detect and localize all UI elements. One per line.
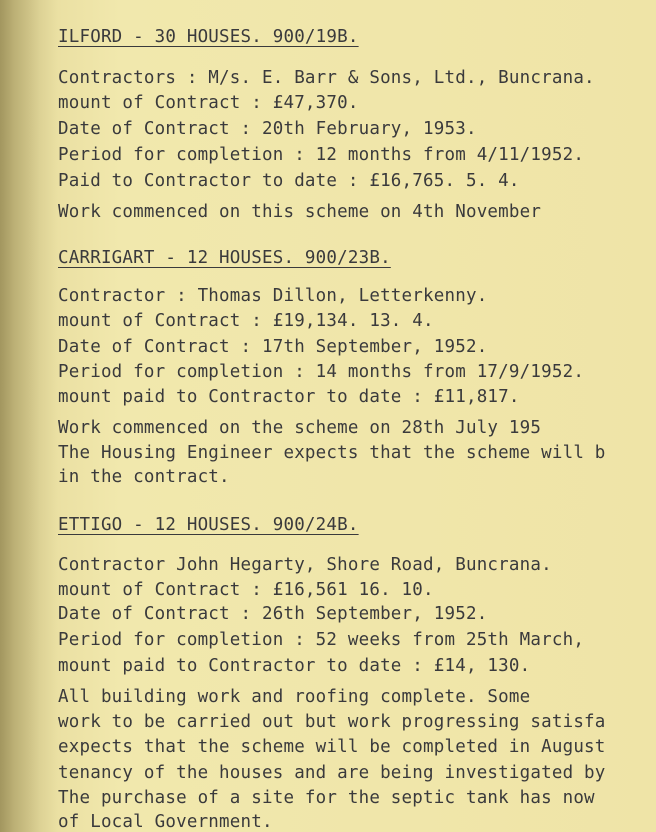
paragraph-line: expects that the scheme will be completed in August [58, 737, 606, 757]
paragraph-line: work to be carried out but work progressing satisfa [58, 712, 606, 732]
paragraph-line: All building work and roofing complete. Some [58, 687, 531, 707]
period-line: Period for completion : 52 weeks from 25th March, [58, 630, 585, 650]
period-line: Period for completion : 14 months from 17/9/1952. [58, 362, 585, 382]
amount-line: mount of Contract : £16,561 16. 10. [58, 580, 434, 600]
paid-line: Paid to Contractor to date : £16,765. 5. 4. [58, 171, 520, 191]
contractor-line: Contractors : M/s. E. Barr & Sons, Ltd., Buncrana. [58, 68, 595, 88]
paragraph-line: Work commenced on this scheme on 4th November [58, 202, 542, 222]
contractor-line: Contractor : Thomas Dillon, Letterkenny. [58, 286, 488, 306]
amount-line: mount of Contract : £47,370. [58, 93, 359, 113]
paid-line: mount paid to Contractor to date : £11,817. [58, 387, 520, 407]
paragraph-line: Work commenced on the scheme on 28th July 195 [58, 418, 542, 438]
amount-line: mount of Contract : £19,134. 13. 4. [58, 311, 434, 331]
paragraph-line: The purchase of a site for the septic tank has now [58, 788, 595, 808]
paid-line: mount paid to Contractor to date : £14, 130. [58, 656, 531, 676]
date-line: Date of Contract : 20th February, 1953. [58, 119, 477, 139]
paragraph-line: tenancy of the houses and are being investigated by [58, 763, 606, 783]
paragraph-line: in the contract. [58, 467, 230, 487]
contractor-line: Contractor John Hegarty, Shore Road, Buncrana. [58, 555, 552, 575]
paragraph-line: of Local Government. [58, 812, 273, 832]
paragraph-line: The Housing Engineer expects that the scheme will b [58, 443, 606, 463]
date-line: Date of Contract : 26th September, 1952. [58, 604, 488, 624]
section-heading-carrigart: CARRIGART - 12 HOUSES. 900/23B. [58, 248, 391, 268]
period-line: Period for completion : 12 months from 4/11/1952. [58, 145, 585, 165]
section-heading-ettigo: ETTIGO - 12 HOUSES. 900/24B. [58, 515, 359, 535]
page-binding-shadow [0, 0, 58, 832]
date-line: Date of Contract : 17th September, 1952. [58, 337, 488, 357]
section-heading-ilford: ILFORD - 30 HOUSES. 900/19B. [58, 27, 359, 47]
